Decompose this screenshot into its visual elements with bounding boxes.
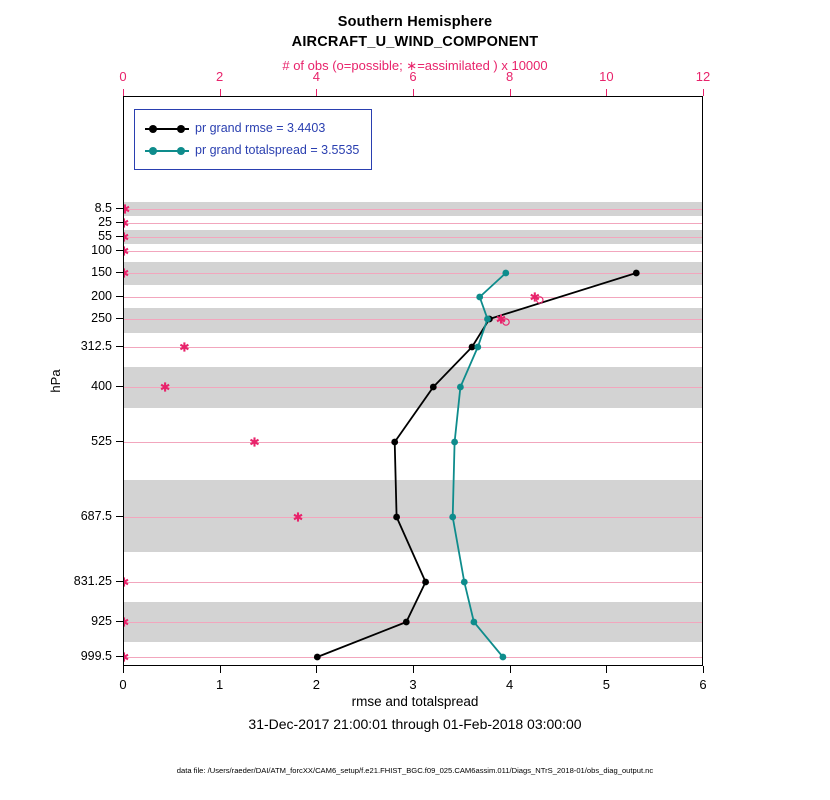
y-axis-tick-label: 150 (91, 265, 112, 279)
series-marker (633, 270, 640, 277)
obs-possible-marker (503, 319, 509, 325)
top-axis-label: # of obs (o=possible; ∗=assimilated ) x 10000 (282, 58, 548, 73)
y-axis-tick (116, 516, 123, 517)
obs-marker (180, 342, 188, 351)
series-marker (451, 439, 458, 446)
y-axis-tick-label: 400 (91, 379, 112, 393)
bottom-axis-tick (220, 666, 221, 673)
bottom-axis-tick-label: 0 (119, 677, 127, 692)
obs-marker (123, 617, 128, 626)
y-axis-tick (116, 272, 123, 273)
bottom-axis-tick (123, 666, 124, 673)
y-axis-tick (116, 441, 123, 442)
y-axis-tick (116, 296, 123, 297)
y-axis-tick-label: 312.5 (80, 339, 112, 353)
legend-item-totalspread (145, 139, 359, 161)
series-marker (474, 344, 481, 351)
obs-marker (123, 204, 129, 213)
legend-label-totalspread: pr grand totalspread = 3.5535 (195, 143, 360, 157)
legend (134, 109, 372, 170)
x-axis-label: rmse and totalspread (351, 694, 479, 709)
obs-marker (161, 382, 169, 391)
bottom-axis-tick (703, 666, 704, 673)
bottom-axis-tick (510, 666, 511, 673)
series-layer (124, 97, 703, 666)
y-axis-tick-label: 25 (98, 215, 112, 229)
y-axis-tick (116, 581, 123, 582)
y-axis-tick-label: 200 (91, 289, 112, 303)
y-axis-tick-label: 525 (91, 434, 112, 448)
top-axis-tick (413, 89, 414, 96)
plot-wrapper (73, 69, 711, 692)
top-axis-tick-label: 4 (312, 69, 320, 84)
top-axis-tick-label: 12 (695, 69, 711, 84)
top-axis-tick (703, 89, 704, 96)
bottom-axis-tick-label: 2 (312, 677, 320, 692)
top-axis-tick (606, 89, 607, 96)
obs-marker (123, 268, 128, 277)
y-axis-tick (116, 621, 123, 622)
y-axis-tick (116, 222, 123, 223)
y-axis-tick (116, 386, 123, 387)
y-axis-tick-label: 250 (91, 311, 112, 325)
y-axis-tick-label: 999.5 (80, 649, 112, 663)
bottom-axis-tick-label: 1 (216, 677, 224, 692)
series-marker (393, 514, 400, 521)
top-axis-tick-label: 6 (409, 69, 417, 84)
series-marker (469, 344, 476, 351)
date-range-caption: 31-Dec-2017 21:00:01 through 01-Feb-2018 03:00:00 (248, 716, 582, 732)
series-marker (391, 439, 398, 446)
series-marker (314, 654, 321, 661)
y-axis-tick-label: 831.25 (73, 574, 112, 588)
data-file-caption: data file: /Users/raeder/DAI/ATM_forcXX/CAM6_setup/f.e21.FHIST_BGC.f09_025.CAM6assim.011/Diags_NTrS_2018-01/obs_diag_output.nc (176, 766, 654, 775)
obs-marker (123, 232, 128, 241)
y-axis-label: hPa (48, 369, 63, 393)
legend-label-rmse: pr grand rmse = 3.4403 (195, 121, 326, 135)
bottom-axis-tick (316, 666, 317, 673)
series-marker (500, 654, 507, 661)
obs-possible-marker (537, 297, 543, 303)
y-axis-tick-label: 925 (91, 614, 112, 628)
y-axis-tick-label: 55 (98, 229, 112, 243)
top-axis-tick (316, 89, 317, 96)
y-axis-tick-label: 100 (91, 243, 112, 257)
legend-item-rmse (145, 117, 359, 139)
top-axis-tick-label: 8 (506, 69, 514, 84)
obs-marker (251, 437, 259, 446)
top-axis-tick-label: 0 (119, 69, 127, 84)
legend-swatch-totalspread (145, 144, 189, 156)
series-marker (476, 294, 483, 301)
top-axis-tick-label: 10 (599, 69, 614, 84)
y-axis-tick (116, 250, 123, 251)
series-marker (449, 514, 456, 521)
series-marker (430, 384, 437, 391)
top-axis-tick (510, 89, 511, 96)
obs-marker (123, 218, 128, 227)
obs-marker (294, 512, 302, 521)
obs-marker (123, 246, 128, 255)
y-axis-tick-label: 8.5 (94, 201, 112, 215)
y-axis-tick (116, 318, 123, 319)
plot-area (123, 96, 703, 666)
y-axis-tick (116, 236, 123, 237)
y-axis-tick-label: 687.5 (80, 509, 112, 523)
bottom-axis-tick-label: 6 (699, 677, 707, 692)
legend-swatch-rmse (145, 122, 189, 134)
y-axis-tick (116, 346, 123, 347)
series-marker (484, 316, 491, 323)
top-axis-tick (220, 89, 221, 96)
series-line (317, 273, 636, 657)
y-axis-tick (116, 208, 123, 209)
series-marker (457, 384, 464, 391)
title-line-1: Southern Hemisphere (337, 14, 493, 30)
bottom-axis-tick-label: 5 (602, 677, 610, 692)
series-marker (471, 619, 478, 626)
top-axis-tick (123, 89, 124, 96)
series-marker (502, 270, 509, 277)
top-axis-tick-label: 2 (216, 69, 224, 84)
series-marker (422, 579, 429, 586)
y-axis-tick (116, 656, 123, 657)
series-line (453, 273, 506, 657)
obs-marker (123, 652, 128, 661)
obs-marker (123, 577, 128, 586)
bottom-axis-tick (606, 666, 607, 673)
bottom-axis-tick-label: 3 (409, 677, 417, 692)
bottom-axis-tick (413, 666, 414, 673)
title-line-2: AIRCRAFT_U_WIND_COMPONENT (291, 34, 539, 50)
series-marker (403, 619, 410, 626)
page-title (0, 12, 830, 52)
series-marker (461, 579, 468, 586)
bottom-axis-tick-label: 4 (506, 677, 514, 692)
